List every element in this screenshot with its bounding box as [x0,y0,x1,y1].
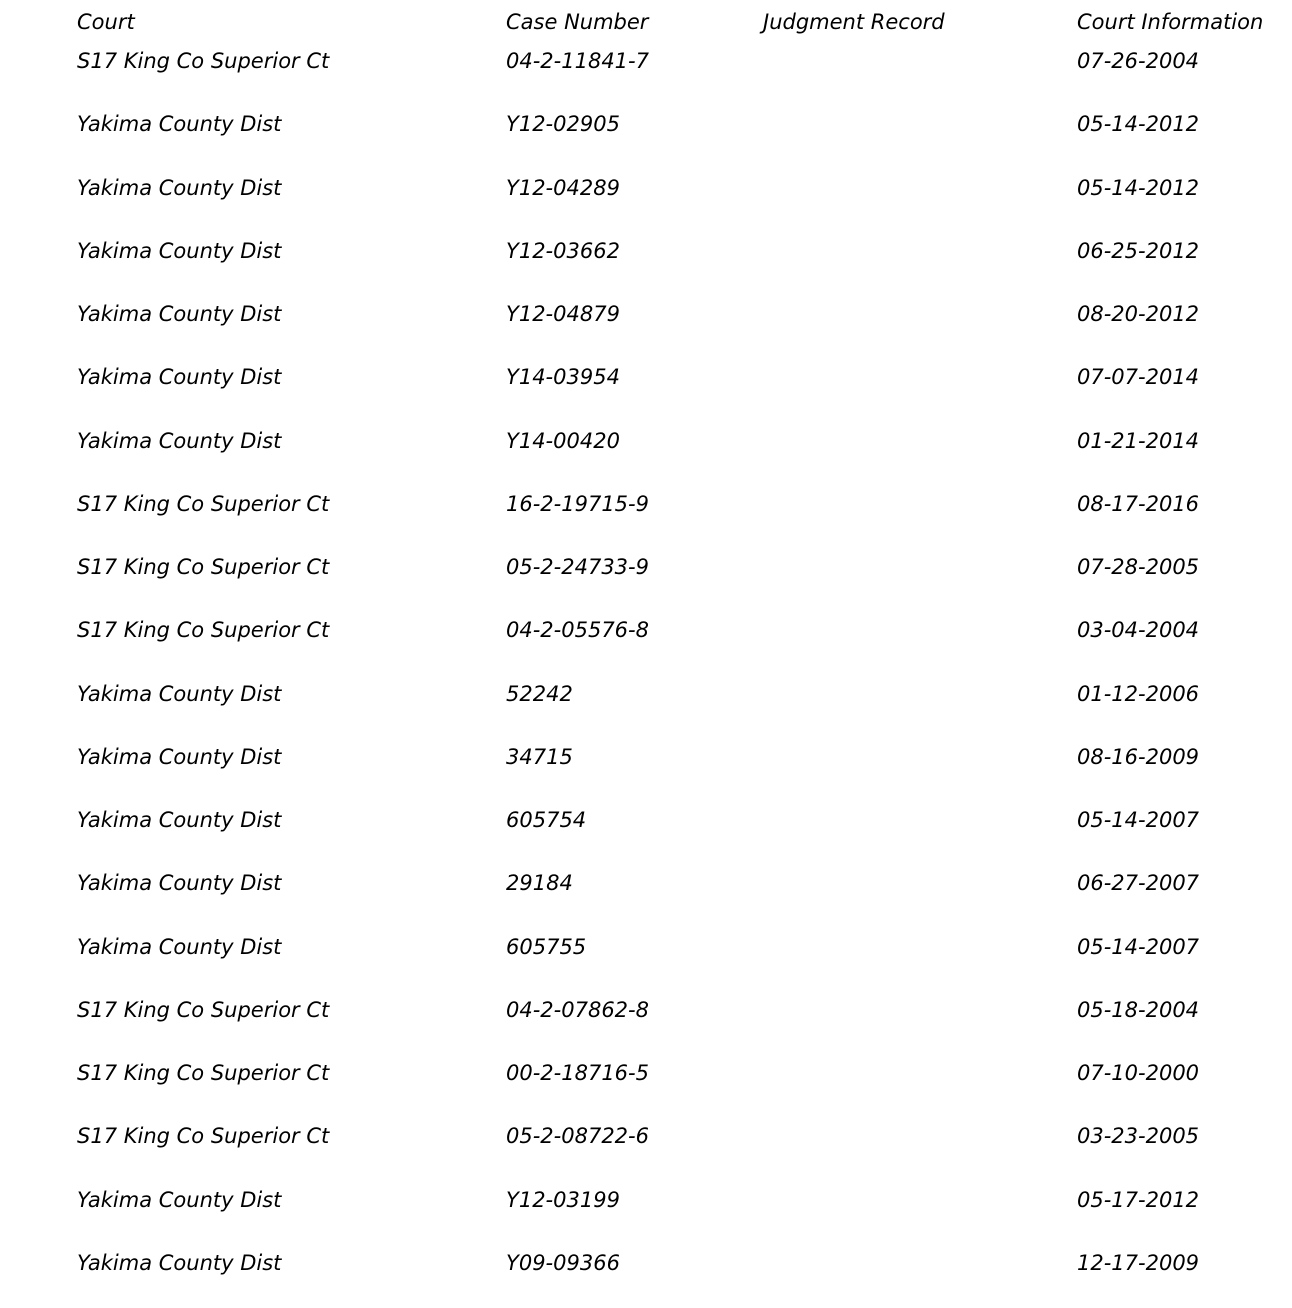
cell-case-number: 16-2-19715-9 [506,491,649,516]
cell-court: Yakima County Dist [77,1187,282,1212]
cell-date: 01-12-2006 [1077,681,1200,706]
table-row [0,868,1292,898]
cell-date: 05-14-2012 [1077,112,1200,137]
cell-court: Yakima County Dist [77,744,282,769]
cell-date: 08-16-2009 [1077,744,1200,769]
header-case-number: Case Number [506,10,649,34]
cell-date: 01-21-2014 [1077,428,1200,453]
cell-date: 05-18-2004 [1077,997,1200,1022]
header-court-information: Court Information [1077,10,1264,34]
cell-case-number: Y14-00420 [506,428,620,453]
cell-court: Yakima County Dist [77,808,282,832]
table-row [0,236,1292,266]
cell-date: 03-04-2004 [1077,618,1200,643]
cell-case-number: 605755 [506,934,587,959]
cell-court: S17 King Co Superior Ct [77,555,330,579]
cell-case-number: Y14-03954 [506,365,620,390]
table-row [0,1058,1292,1088]
cell-case-number: 605754 [506,808,587,832]
table-row [0,615,1292,645]
table-row [0,742,1292,772]
table-row [0,805,1292,835]
cell-court: Yakima County Dist [77,1250,282,1275]
cell-case-number: 04-2-11841-7 [506,49,649,73]
cell-court: Yakima County Dist [77,934,282,959]
cell-date: 05-17-2012 [1077,1187,1200,1212]
cell-case-number: 00-2-18716-5 [506,1061,649,1085]
cell-case-number: 04-2-05576-8 [506,618,649,643]
table-header [0,7,1292,37]
cell-date: 05-14-2007 [1077,808,1200,832]
table-row [0,552,1292,582]
header-judgment-record: Judgment Record [763,10,945,34]
cell-date: 06-25-2012 [1077,238,1200,263]
cell-case-number: 05-2-08722-6 [506,1124,649,1149]
table-row [0,995,1292,1025]
cell-date: 08-20-2012 [1077,302,1200,326]
cell-case-number: 34715 [506,744,573,769]
cell-case-number: 04-2-07862-8 [506,997,649,1022]
cell-court: S17 King Co Superior Ct [77,997,330,1022]
cell-date: 08-17-2016 [1077,491,1200,516]
table-row [0,173,1292,203]
cell-case-number: 52242 [506,681,573,706]
cell-date: 12-17-2009 [1077,1250,1200,1275]
cell-court: S17 King Co Superior Ct [77,1124,330,1149]
table-row [0,362,1292,392]
cell-case-number: Y12-04289 [506,175,620,200]
cell-court: Yakima County Dist [77,175,282,200]
cell-case-number: Y12-02905 [506,112,620,137]
cell-court: Yakima County Dist [77,871,282,896]
cell-case-number: 29184 [506,871,573,896]
header-court: Court [77,10,135,34]
cell-court: Yakima County Dist [77,112,282,137]
cell-court: S17 King Co Superior Ct [77,49,330,73]
cell-case-number: 05-2-24733-9 [506,555,649,579]
cell-case-number: Y12-03662 [506,238,620,263]
cell-date: 07-26-2004 [1077,49,1200,73]
table-row [0,1185,1292,1215]
cell-case-number: Y12-04879 [506,302,620,326]
cell-court: Yakima County Dist [77,428,282,453]
cell-court: S17 King Co Superior Ct [77,491,330,516]
cell-case-number: Y12-03199 [506,1187,620,1212]
cell-court: S17 King Co Superior Ct [77,618,330,643]
cell-date: 07-28-2005 [1077,555,1200,579]
table-row [0,426,1292,456]
cell-date: 07-07-2014 [1077,365,1200,390]
cell-date: 05-14-2012 [1077,175,1200,200]
cell-court: Yakima County Dist [77,238,282,263]
cell-court: S17 King Co Superior Ct [77,1061,330,1085]
table-row [0,932,1292,962]
cell-court: Yakima County Dist [77,681,282,706]
cell-date: 06-27-2007 [1077,871,1200,896]
table-row [0,489,1292,519]
cell-date: 07-10-2000 [1077,1061,1200,1085]
table-row [0,109,1292,139]
cell-date: 03-23-2005 [1077,1124,1200,1149]
cell-court: Yakima County Dist [77,365,282,390]
table-row [0,1121,1292,1151]
table-row [0,299,1292,329]
cell-case-number: Y09-09366 [506,1250,620,1275]
table-row [0,679,1292,709]
table-row [0,46,1292,76]
cell-court: Yakima County Dist [77,302,282,326]
cell-date: 05-14-2007 [1077,934,1200,959]
table-row [0,1248,1292,1278]
